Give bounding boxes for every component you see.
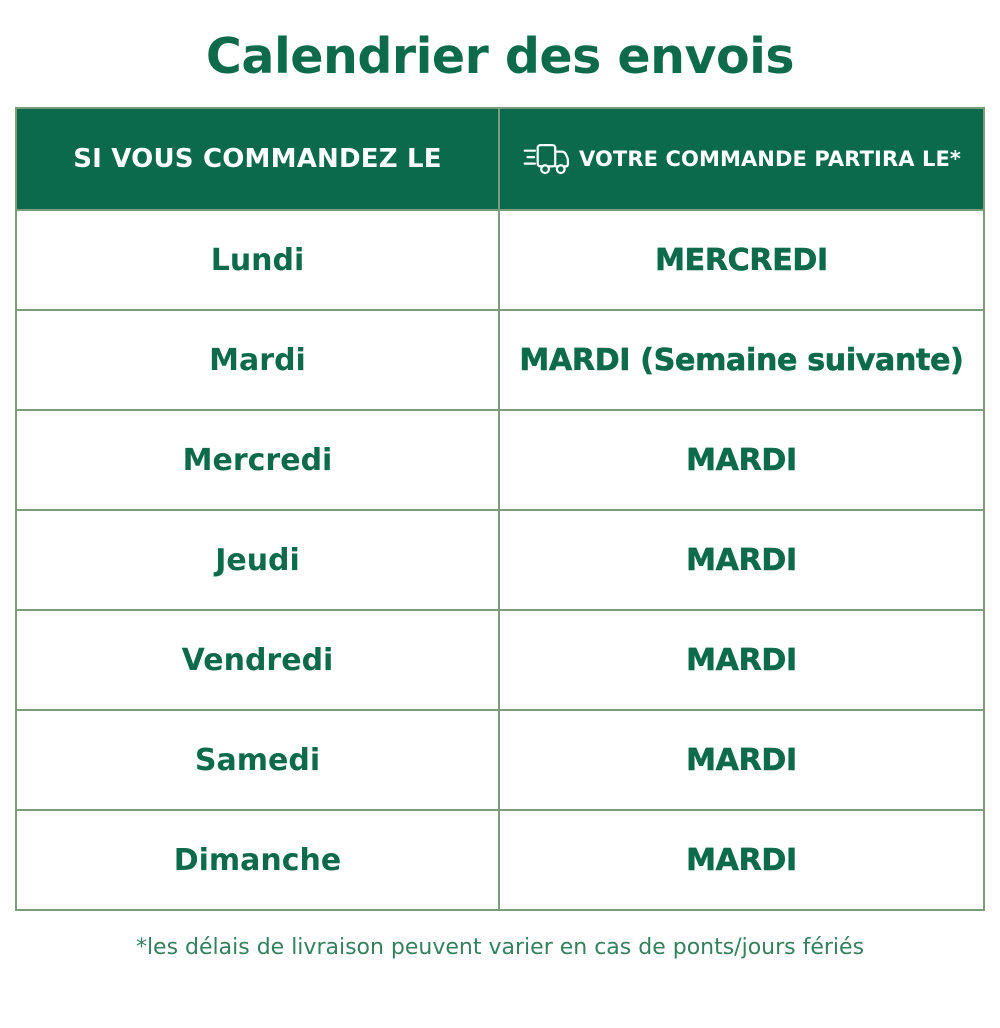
delivery-truck-icon	[522, 140, 570, 178]
table-row-vendredi-order-day: Vendredi	[17, 609, 500, 709]
column-header-order-day-label: SI VOUS COMMANDEZ LE	[73, 144, 442, 174]
table-row-mardi-ship-day: MARDI (Semaine suivante)	[500, 309, 983, 409]
table-row-vendredi-ship-day: MARDI	[500, 609, 983, 709]
table-row-dimanche-ship-day: MARDI	[500, 809, 983, 909]
table-row-dimanche-order-day: Dimanche	[17, 809, 500, 909]
column-header-ship-day-label: VOTRE COMMANDE PARTIRA LE*	[579, 147, 961, 171]
column-header-ship-day	[500, 109, 983, 209]
footnote: *les délais de livraison peuvent varier en cas de ponts/jours fériés	[135, 935, 865, 960]
page-title: Calendrier des envois	[205, 28, 795, 85]
table-row-lundi-order-day: Lundi	[17, 209, 500, 309]
table-row-samedi-ship-day: MARDI	[500, 709, 983, 809]
table-row-jeudi-order-day: Jeudi	[17, 509, 500, 609]
table-row-samedi-order-day: Samedi	[17, 709, 500, 809]
table-row-lundi-ship-day: MERCREDI	[500, 209, 983, 309]
table-row-jeudi-ship-day: MARDI	[500, 509, 983, 609]
table-row-mercredi-order-day: Mercredi	[17, 409, 500, 509]
table-row-mercredi-ship-day: MARDI	[500, 409, 983, 509]
shipping-schedule-table	[15, 107, 985, 911]
table-row-mardi-order-day: Mardi	[17, 309, 500, 409]
column-header-order-day	[17, 109, 500, 209]
